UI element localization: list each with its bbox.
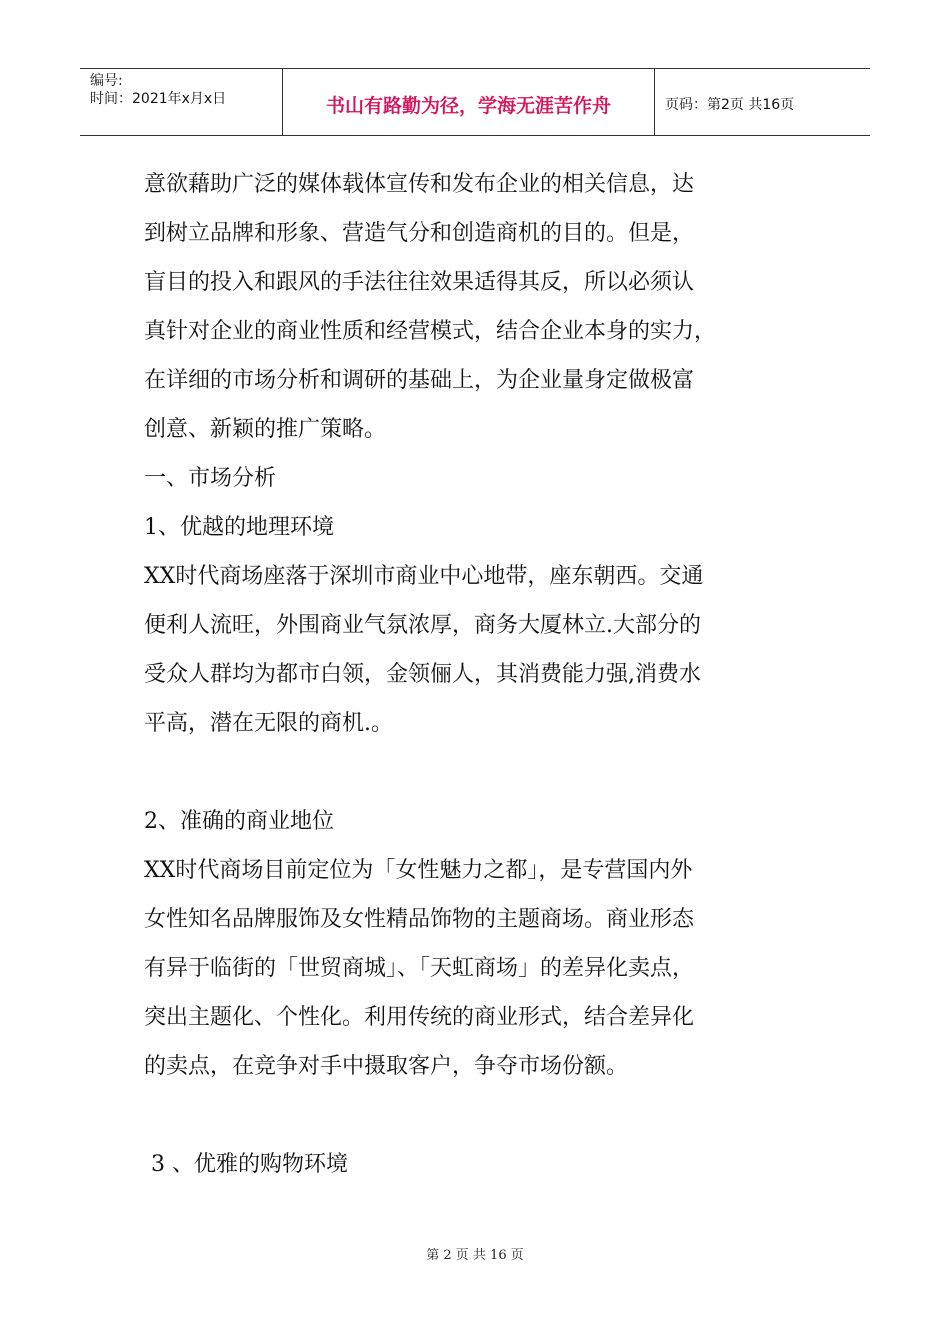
document-number-label: 编号: [90, 73, 123, 89]
paragraph-gap [144, 1091, 804, 1140]
subsection-title: 1、优越的地理环境 [144, 515, 334, 540]
subsection-title: 3 、优雅的购物环境 [144, 1152, 348, 1177]
body-line: 真针对企业的商业性质和经营模式，结合企业本身的实力， [144, 319, 717, 344]
body-line: 有异于临街的「世贸商城」、「天虹商场」的差异化卖点， [144, 956, 695, 981]
body-line: 女性知名品牌服饰及女性精品饰物的主题商场。商业形态 [144, 907, 695, 932]
page-header [80, 68, 870, 136]
header-motto: 书山有路勤为径，学海无涯苦作舟 [283, 69, 655, 135]
body-line: 突出主题化、个性化。利用传统的商业形式，结合差异化 [144, 1005, 695, 1030]
header-page-info: 页码：第2页 共16页 [665, 97, 795, 113]
body-line: 平高，潜在无限的商机.。 [144, 711, 393, 736]
body-line: XX时代商场目前定位为「女性魅力之都」，是专营国内外 [144, 858, 693, 883]
body-line: XX时代商场座落于深圳市商业中心地带，座东朝西。交通 [144, 564, 704, 589]
body-line: 便利人流旺，外围商业气氛浓厚，商务大厦林立.大部分的 [144, 613, 701, 638]
document-date: 时间：2021年x月x日 [90, 91, 227, 107]
body-line: 在详细的市场分析和调研的基础上，为企业量身定做极富 [144, 368, 695, 393]
body-line: 到树立品牌和形象、营造气分和创造商机的目的。但是， [144, 221, 695, 246]
header-meta [80, 69, 283, 135]
body-line: 盲目的投入和跟风的手法往往效果适得其反，所以必须认 [144, 270, 695, 295]
page-footer: 第 2 页 共 16 页 [426, 1248, 524, 1263]
section-title: 一、市场分析 [144, 466, 277, 491]
body-line: 创意、新颖的推广策略。 [144, 417, 387, 442]
document-body [144, 160, 804, 1189]
body-line: 受众人群均为都市白领，金领俪人，其消费能力强,消费水 [144, 662, 701, 687]
body-line: 意欲藉助广泛的媒体载体宣传和发布企业的相关信息，达 [144, 172, 695, 197]
subsection-title: 2、准确的商业地位 [144, 809, 334, 834]
paragraph-gap [144, 748, 804, 797]
body-line: 的卖点，在竞争对手中摄取客户，争夺市场份额。 [144, 1054, 629, 1079]
